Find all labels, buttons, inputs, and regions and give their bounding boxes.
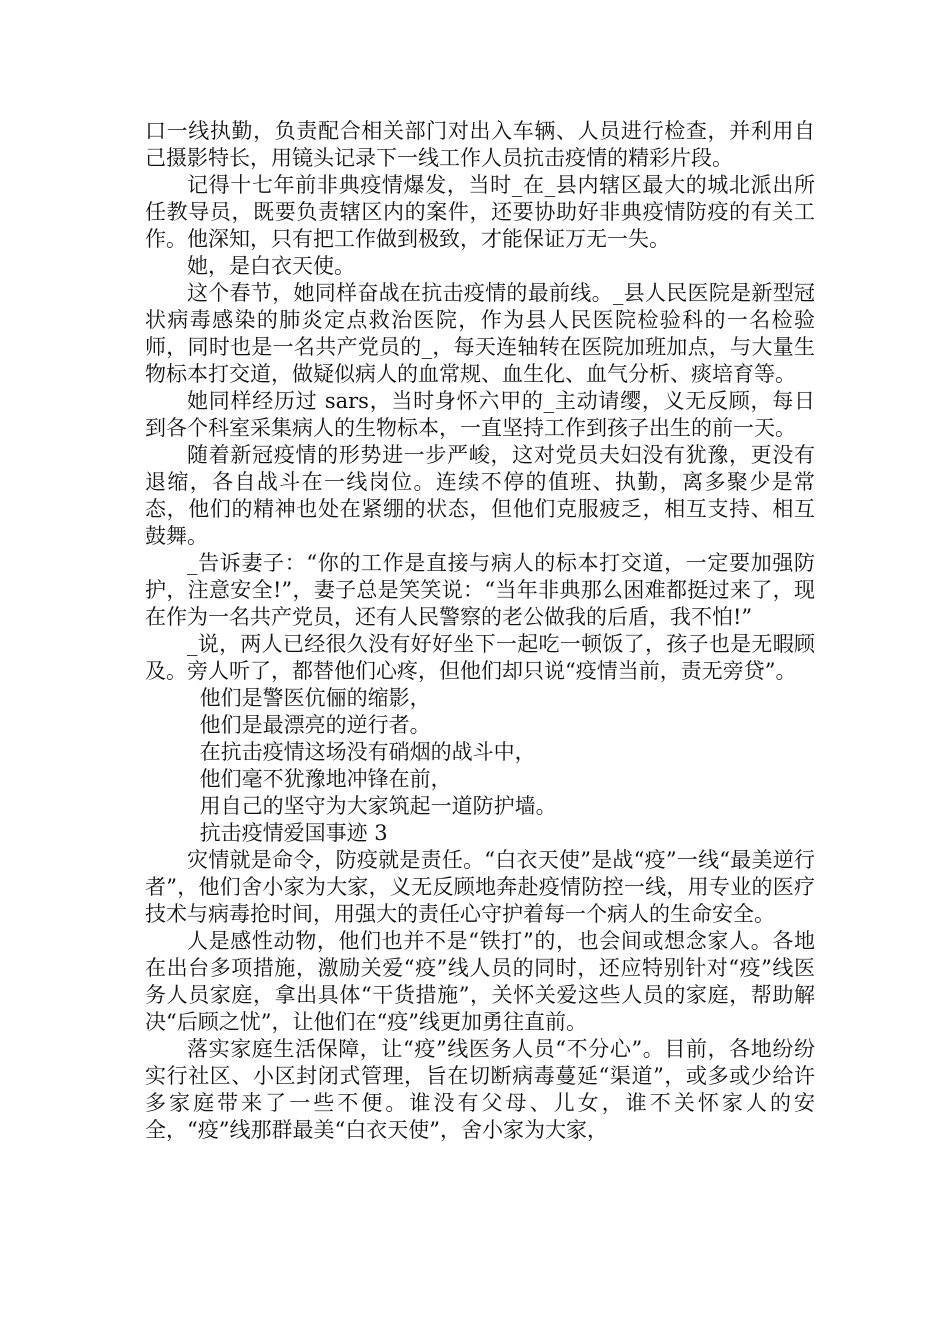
document-body	[145, 118, 815, 1144]
verse-line: 他们是最漂亮的逆行者。	[199, 713, 431, 737]
paragraph: 灾情就是命令，防疫就是责任。“白衣天使”是战“疫”一线“最美逆行者”，他们舍小家为大家，义无反顾地奔赴疫情防控一线，用专业的医疗技术与病毒抢时间，用强大的责任心守护着每一个病人的生命安全。	[145, 848, 815, 926]
paragraph: 口一线执勤，负责配合相关部门对出入车辆、人员进行检查，并利用自己摄影特长，用镜头记录下一线工作人员抗击疫情的精彩片段。	[145, 119, 815, 170]
section-heading: 抗击疫情爱国事迹 3	[199, 821, 388, 845]
paragraph: 记得十七年前非典疫情爆发，当时_在_县内辖区最大的城北派出所任教导员，既要负责辖区内的案件，还要协助好非典疫情防疫的有关工作。他深知，只有把工作做到极致，才能保证万无一失。	[145, 173, 815, 251]
paragraph: 她同样经历过 sars，当时身怀六甲的_主动请缨，义无反顾，每日到各个科室采集病人的生物标本，一直坚持工作到孩子出生的前一天。	[145, 389, 815, 440]
verse-line: 在抗击疫情这场没有硝烟的战斗中，	[199, 740, 536, 764]
verse-line: 用自己的坚守为大家筑起一道防护墙。	[199, 794, 557, 818]
paragraph: 随着新冠疫情的形势进一步严峻，这对党员夫妇没有犹豫，更没有退缩，各自战斗在一线岗位。连续不停的值班、执勤，离多聚少是常态，他们的精神也处在紧绷的状态，但他们克服疲乏，相互支持、相互鼓舞。	[145, 443, 815, 548]
paragraph: 人是感性动物，他们也并不是“铁打”的，也会间或想念家人。各地在出台多项措施，激励关爱“疫”线人员的同时，还应特别针对“疫”线医务人员家庭，拿出具体“干货措施”，关怀关爱这些人员的家庭，帮助解决“后顾之忧”，让他们在“疫”线更加勇往直前。	[145, 929, 815, 1034]
paragraph: 她，是白衣天使。	[187, 254, 355, 278]
paragraph: 这个春节，她同样奋战在抗击疫情的最前线。_县人民医院是新型冠状病毒感染的肺炎定点救治医院，作为县人民医院检验科的一名检验师，同时也是一名共产党员的_，每天连轴转在医院加班加点，与大量生物标本打交道，做疑似病人的血常规、血生化、血气分析、痰培育等。	[145, 281, 815, 386]
verse-line: 他们毫不犹豫地冲锋在前，	[199, 767, 452, 791]
paragraph: _告诉妻子：“你的工作是直接与病人的标本打交道，一定要加强防护，注意安全!”，妻子总是笑笑说：“当年非典那么困难都挺过来了，现在作为一名共产党员，还有人民警察的老公做我的后盾，我不怕!”	[145, 551, 815, 629]
verse-line: 他们是警医伉俪的缩影，	[199, 686, 431, 710]
paragraph: _说，两人已经很久没有好好坐下一起吃一顿饭了，孩子也是无暇顾及。旁人听了，都替他们心疼，但他们却只说“疫情当前，责无旁贷”。	[145, 632, 815, 683]
paragraph: 落实家庭生活保障，让“疫”线医务人员“不分心”。目前，各地纷纷实行社区、小区封闭式管理，旨在切断病毒蔓延“渠道”，或多或少给许多家庭带来了一些不便。谁没有父母、儿女，谁不关怀家人的安全，“疫”线那群最美“白衣天使”，舍小家为大家，	[145, 1037, 815, 1142]
